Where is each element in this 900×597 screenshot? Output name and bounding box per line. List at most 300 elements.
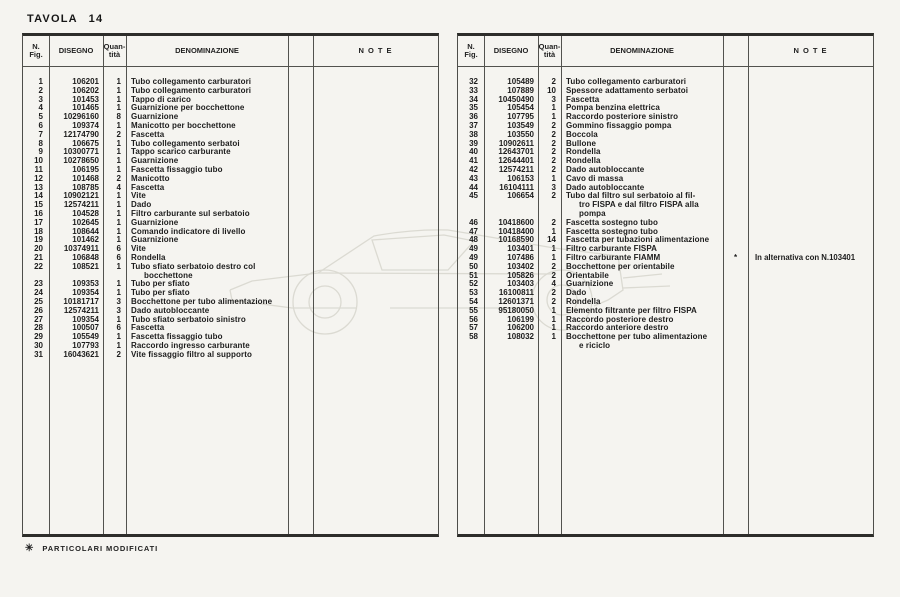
denomination: Tubo collegamento carburatori <box>566 77 687 86</box>
quantity-value: 1 <box>116 314 121 324</box>
note-text <box>748 324 873 333</box>
fig-number: 29 <box>34 332 43 342</box>
denomination: Fascetta <box>131 323 165 333</box>
denomination: Fascetta sostegno tubo <box>566 226 658 236</box>
note-text <box>313 113 438 122</box>
note-text <box>748 280 873 289</box>
denomination: Tubo collegamento serbatoi <box>131 138 240 148</box>
note-text <box>748 157 873 166</box>
note-text <box>313 96 438 105</box>
modified-star-marker <box>288 175 313 184</box>
quantity-value: 4 <box>116 182 121 192</box>
denomination: Filtro carburante FIAMM <box>566 252 661 262</box>
disegno-number: 109354 <box>72 288 99 298</box>
denomination: Raccordo posteriore destro <box>566 314 674 324</box>
fig-number: 58 <box>469 332 478 342</box>
disegno-number: 109374 <box>72 120 99 130</box>
quantity-value: 1 <box>116 208 121 218</box>
disegno-number: 106201 <box>72 77 99 86</box>
modified-star-marker <box>723 113 748 122</box>
fig-number: 50 <box>469 261 478 271</box>
denomination: Rondella <box>566 296 601 306</box>
fig-number: 9 <box>38 147 43 157</box>
denomination: Dado autobloccante <box>566 164 645 174</box>
disegno-number: 107889 <box>507 85 534 95</box>
fig-number: 1 <box>38 77 43 86</box>
quantity-value: 6 <box>116 244 121 254</box>
disegno-number: 103403 <box>507 279 534 289</box>
denomination: Fascetta fissaggio tubo <box>131 164 223 174</box>
note-text <box>748 166 873 175</box>
disegno-number: 104528 <box>72 208 99 218</box>
denomination: Tappo di carico <box>131 94 192 104</box>
fig-number: 20 <box>34 244 43 254</box>
quantity-value: 1 <box>551 103 556 113</box>
quantity-value: 2 <box>551 217 556 227</box>
denomination: Tubo sfiato serbatoio sinistro <box>131 314 246 324</box>
denomination: Vite <box>131 244 146 254</box>
quantity-value: 1 <box>551 244 556 254</box>
disegno-number: 100507 <box>72 323 99 333</box>
disegno-number: 10902611 <box>498 138 534 148</box>
denomination: Vite fissaggio filtro al supporto <box>131 349 252 359</box>
denomination: Dado autobloccante <box>131 305 210 315</box>
note-text: In alternativa con N.103401 <box>755 252 856 262</box>
quantity-value: 2 <box>551 296 556 306</box>
note-text <box>313 78 438 87</box>
fig-number: 43 <box>469 173 478 183</box>
disegno-number: 12174790 <box>63 129 99 139</box>
modified-star-marker <box>288 131 313 140</box>
quantity-value: 2 <box>551 138 556 148</box>
fig-number: 54 <box>469 296 478 306</box>
quantity-value: 2 <box>116 129 121 139</box>
disegno-number: 108032 <box>507 332 534 342</box>
denomination: Guarnizione per bocchettone <box>131 103 245 113</box>
modified-star-marker <box>723 78 748 87</box>
fig-number: 31 <box>34 349 43 359</box>
fig-number: 15 <box>34 200 43 210</box>
modified-star-marker <box>723 307 748 316</box>
disegno-number: 103550 <box>507 129 534 139</box>
quantity-value: 1 <box>551 314 556 324</box>
modified-star-marker <box>288 228 313 237</box>
quantity-value: 1 <box>551 112 556 122</box>
quantity-value: 2 <box>116 349 121 359</box>
fig-number: 10 <box>34 156 43 166</box>
parts-table-right <box>457 33 874 537</box>
quantity-value: 2 <box>551 270 556 280</box>
modified-star-marker <box>288 113 313 122</box>
note-text <box>313 333 438 342</box>
fig-number: 44 <box>469 182 478 192</box>
modified-star-marker <box>288 104 313 113</box>
note-text <box>313 166 438 175</box>
note-text <box>313 324 438 333</box>
modified-star-marker <box>723 184 748 193</box>
modified-star-marker <box>723 316 748 325</box>
denomination: Cavo di massa <box>566 173 624 183</box>
modified-star-marker <box>288 263 313 281</box>
disegno-number: 16043621 <box>63 349 99 359</box>
quantity-value: 6 <box>116 323 121 333</box>
table-row <box>23 263 438 281</box>
note-text <box>313 192 438 201</box>
quantity-value: 1 <box>116 332 121 342</box>
note-text <box>748 219 873 228</box>
denomination: Rondella <box>566 147 601 157</box>
fig-number: 32 <box>469 77 478 86</box>
fig-number: 8 <box>38 138 43 148</box>
note-text <box>313 104 438 113</box>
disegno-number: 101453 <box>72 94 99 104</box>
fig-number: 55 <box>469 305 478 315</box>
note-text <box>313 307 438 316</box>
disegno-number: 106200 <box>507 323 534 333</box>
quantity-value: 1 <box>116 235 121 245</box>
denomination: Dado <box>131 200 152 210</box>
denomination: Comando indicatore di livello <box>131 226 246 236</box>
modified-star-marker <box>288 298 313 307</box>
denomination: Guarnizione <box>131 156 179 166</box>
quantity-value: 1 <box>116 164 121 174</box>
quantity-value: 1 <box>116 340 121 350</box>
fig-number: 12 <box>34 173 43 183</box>
denomination: Elemento filtrante per filtro FISPA <box>566 305 697 315</box>
denomination: Tappo scarico carburante <box>131 147 231 157</box>
fig-number: 28 <box>34 323 43 333</box>
disegno-number: 106848 <box>72 252 99 262</box>
disegno-number: 105549 <box>72 332 99 342</box>
disegno-number: 10168590 <box>498 235 534 245</box>
fig-number: 16 <box>34 208 43 218</box>
disegno-number: 106202 <box>72 85 99 95</box>
disegno-number: 106153 <box>507 173 534 183</box>
modified-star-marker: * <box>733 252 738 262</box>
modified-star-marker <box>288 148 313 157</box>
quantity-value: 1 <box>116 103 121 113</box>
modified-star-marker <box>288 254 313 263</box>
header-quantity: Quan- tità <box>538 41 561 59</box>
parts-table-left <box>22 33 439 537</box>
denomination: Tubo per sfiato <box>131 288 190 298</box>
footer-legend <box>25 543 158 554</box>
modified-star-marker <box>288 201 313 210</box>
denomination: Bullone <box>566 138 597 148</box>
quantity-value: 1 <box>116 77 121 86</box>
disegno-number: 103402 <box>507 261 534 271</box>
modified-star-marker <box>723 131 748 140</box>
fig-number: 22 <box>34 261 43 271</box>
note-text <box>313 157 438 166</box>
denomination: Tubo sfiato serbatoio destro col bocchettone <box>131 261 256 280</box>
disegno-number: 10278650 <box>63 156 99 166</box>
modified-star-marker <box>288 96 313 105</box>
fig-number: 39 <box>469 138 478 148</box>
quantity-value: 2 <box>551 164 556 174</box>
fig-number: 33 <box>469 85 478 95</box>
modified-star-marker <box>288 333 313 342</box>
note-text <box>313 184 438 193</box>
denomination: Filtro carburante sul serbatoio <box>131 208 250 218</box>
note-text <box>313 289 438 298</box>
fig-number: 5 <box>38 112 43 122</box>
disegno-number: 105826 <box>507 270 534 280</box>
disegno-number: 105489 <box>507 77 534 86</box>
denomination: Fascetta <box>566 94 600 104</box>
fig-number: 52 <box>469 279 478 289</box>
header-fig: N. Fig. <box>464 41 478 59</box>
disegno-number: 106654 <box>507 191 534 201</box>
note-text <box>313 131 438 140</box>
denomination: Rondella <box>131 252 166 262</box>
denomination: Fascetta per tubazioni alimentazione <box>566 235 710 245</box>
quantity-value: 3 <box>116 305 121 315</box>
header-note: N O T E <box>793 45 828 55</box>
denomination: Boccola <box>566 129 598 139</box>
quantity-value: 2 <box>551 129 556 139</box>
fig-number: 49 <box>469 244 478 254</box>
note-text <box>748 236 873 245</box>
note-text <box>313 210 438 219</box>
disegno-number: 106195 <box>72 164 99 174</box>
note-text <box>748 307 873 316</box>
denomination: Raccordo ingresso carburante <box>131 340 250 350</box>
fig-number: 46 <box>469 217 478 227</box>
note-text <box>313 219 438 228</box>
quantity-value: 1 <box>551 305 556 315</box>
denomination: Rondella <box>566 156 601 166</box>
modified-star-marker <box>723 104 748 113</box>
disegno-number: 10450490 <box>498 94 534 104</box>
table-body <box>23 67 438 360</box>
disegno-number: 107793 <box>72 340 99 350</box>
page-title: TAVOLA 14 <box>27 13 104 25</box>
modified-star-marker <box>723 140 748 149</box>
disegno-number: 106199 <box>507 314 534 324</box>
fig-number: 38 <box>469 129 478 139</box>
modified-star-marker <box>723 192 748 218</box>
header-denominazione: DENOMINAZIONE <box>175 45 239 55</box>
fig-number: 51 <box>469 270 478 280</box>
note-text <box>748 148 873 157</box>
table-row <box>458 192 873 218</box>
denomination: Fascetta fissaggio tubo <box>131 332 223 342</box>
fig-number: 48 <box>469 235 478 245</box>
modified-star-marker <box>723 96 748 105</box>
fig-number: 40 <box>469 147 478 157</box>
disegno-number: 10374911 <box>63 244 99 254</box>
modified-star-marker <box>288 245 313 254</box>
disegno-number: 12574211 <box>63 200 99 210</box>
disegno-number: 105454 <box>507 103 534 113</box>
disegno-number: 103401 <box>507 244 534 254</box>
disegno-number: 108521 <box>72 261 99 271</box>
note-text <box>748 289 873 298</box>
denomination: Manicotto <box>131 173 170 183</box>
quantity-value: 1 <box>116 226 121 236</box>
note-text <box>748 113 873 122</box>
modified-star-marker <box>723 219 748 228</box>
modified-star-marker <box>288 219 313 228</box>
modified-star-marker <box>723 272 748 281</box>
quantity-value: 2 <box>116 173 121 183</box>
modified-star-marker <box>723 236 748 245</box>
modified-star-marker <box>723 166 748 175</box>
disegno-number: 12574211 <box>63 305 99 315</box>
quantity-value: 2 <box>551 120 556 130</box>
fig-number: 6 <box>38 120 43 130</box>
quantity-value: 1 <box>551 332 556 342</box>
modified-star-marker <box>288 210 313 219</box>
modified-star-marker <box>288 192 313 201</box>
note-text <box>748 272 873 281</box>
header-denominazione: DENOMINAZIONE <box>610 45 674 55</box>
denomination: Fascetta <box>131 129 165 139</box>
modified-star-marker <box>723 228 748 237</box>
quantity-value: 2 <box>551 77 556 86</box>
quantity-value: 3 <box>551 182 556 192</box>
denomination: Filtro carburante FISPA <box>566 244 658 254</box>
denomination: Raccordo anteriore destro <box>566 323 669 333</box>
quantity-value: 10 <box>547 85 556 95</box>
asterisk-icon: ✳ <box>25 543 34 554</box>
modified-star-marker <box>288 87 313 96</box>
denomination: Guarnizione <box>131 112 179 122</box>
denomination: Pompa benzina elettrica <box>566 103 660 113</box>
fig-number: 4 <box>38 103 43 113</box>
fig-number: 21 <box>34 252 43 262</box>
note-text <box>313 342 438 351</box>
quantity-value: 1 <box>116 85 121 95</box>
fig-number: 53 <box>469 288 478 298</box>
fig-number: 47 <box>469 226 478 236</box>
quantity-value: 1 <box>116 191 121 201</box>
note-text <box>313 236 438 245</box>
quantity-value: 6 <box>116 252 121 262</box>
denomination: Fascetta <box>131 182 165 192</box>
note-text <box>313 254 438 263</box>
modified-star-marker <box>723 148 748 157</box>
note-text <box>313 228 438 237</box>
disegno-number: 12601371 <box>498 296 534 306</box>
quantity-value: 2 <box>551 288 556 298</box>
disegno-number: 109353 <box>72 279 99 289</box>
note-text <box>313 140 438 149</box>
modified-star-marker <box>723 157 748 166</box>
fig-number: 42 <box>469 164 478 174</box>
disegno-number: 109354 <box>72 314 99 324</box>
modified-star-marker <box>723 289 748 298</box>
table-row <box>458 333 873 351</box>
note-text <box>313 351 438 360</box>
disegno-number: 12643701 <box>498 147 534 157</box>
denomination: Tubo per sfiato <box>131 279 190 289</box>
quantity-value: 1 <box>116 156 121 166</box>
disegno-number: 108644 <box>72 226 99 236</box>
denomination: Manicotto per bocchettone <box>131 120 236 130</box>
denomination: Tubo collegamento carburatori <box>131 77 252 86</box>
denomination: Bocchettone per orientabile <box>566 261 675 271</box>
quantity-value: 1 <box>116 138 121 148</box>
header-note: N O T E <box>358 45 393 55</box>
fig-number: 17 <box>34 217 43 227</box>
note-text <box>748 298 873 307</box>
note-text <box>748 104 873 113</box>
modified-star-marker <box>288 184 313 193</box>
disegno-number: 95180050 <box>498 305 534 315</box>
disegno-number: 103549 <box>507 120 534 130</box>
fig-number: 30 <box>34 340 43 350</box>
modified-star-marker <box>288 289 313 298</box>
quantity-value: 8 <box>116 112 121 122</box>
disegno-number: 10418400 <box>498 226 534 236</box>
quantity-value: 1 <box>551 226 556 236</box>
quantity-value: 2 <box>551 156 556 166</box>
fig-number: 14 <box>34 191 43 201</box>
fig-number: 7 <box>38 129 43 139</box>
modified-star-marker <box>288 122 313 131</box>
note-text <box>748 122 873 131</box>
denomination: Guarnizione <box>131 235 179 245</box>
quantity-value: 1 <box>116 120 121 130</box>
modified-star-marker <box>723 333 748 351</box>
modified-star-marker <box>723 280 748 289</box>
table-header <box>458 36 873 66</box>
fig-number: 11 <box>34 164 43 174</box>
quantity-value: 1 <box>116 200 121 210</box>
quantity-value: 1 <box>551 323 556 333</box>
note-text <box>748 192 873 218</box>
note-text <box>313 87 438 96</box>
modified-star-marker <box>288 324 313 333</box>
note-text <box>313 175 438 184</box>
modified-star-marker <box>723 298 748 307</box>
note-text <box>748 96 873 105</box>
fig-number: 18 <box>34 226 43 236</box>
disegno-number: 10296160 <box>63 112 99 122</box>
quantity-value: 1 <box>116 147 121 157</box>
fig-number: 27 <box>34 314 43 324</box>
disegno-number: 12574211 <box>498 164 534 174</box>
fig-number: 49 <box>469 252 478 262</box>
modified-star-marker <box>288 351 313 360</box>
quantity-value: 1 <box>116 94 121 104</box>
note-text <box>313 148 438 157</box>
note-text <box>748 333 873 351</box>
quantity-value: 1 <box>551 252 556 262</box>
denomination: Guarnizione <box>566 279 614 289</box>
fig-number: 57 <box>469 323 478 333</box>
denomination: Orientabile <box>566 270 609 280</box>
quantity-value: 1 <box>116 261 121 271</box>
note-text <box>313 298 438 307</box>
modified-star-marker <box>288 78 313 87</box>
header-disegno: DISEGNO <box>493 45 529 55</box>
fig-number: 56 <box>469 314 478 324</box>
modified-star-marker <box>288 316 313 325</box>
footer-legend-text: PARTICOLARI MODIFICATI <box>42 544 159 553</box>
denomination: Guarnizione <box>131 217 179 227</box>
quantity-value: 2 <box>551 147 556 157</box>
modified-star-marker <box>723 324 748 333</box>
note-text <box>748 140 873 149</box>
fig-number: 36 <box>469 112 478 122</box>
disegno-number: 16100811 <box>498 288 534 298</box>
disegno-number: 106675 <box>72 138 99 148</box>
fig-number: 45 <box>469 191 478 201</box>
denomination: Spessore adattamento serbatoi <box>566 85 689 95</box>
